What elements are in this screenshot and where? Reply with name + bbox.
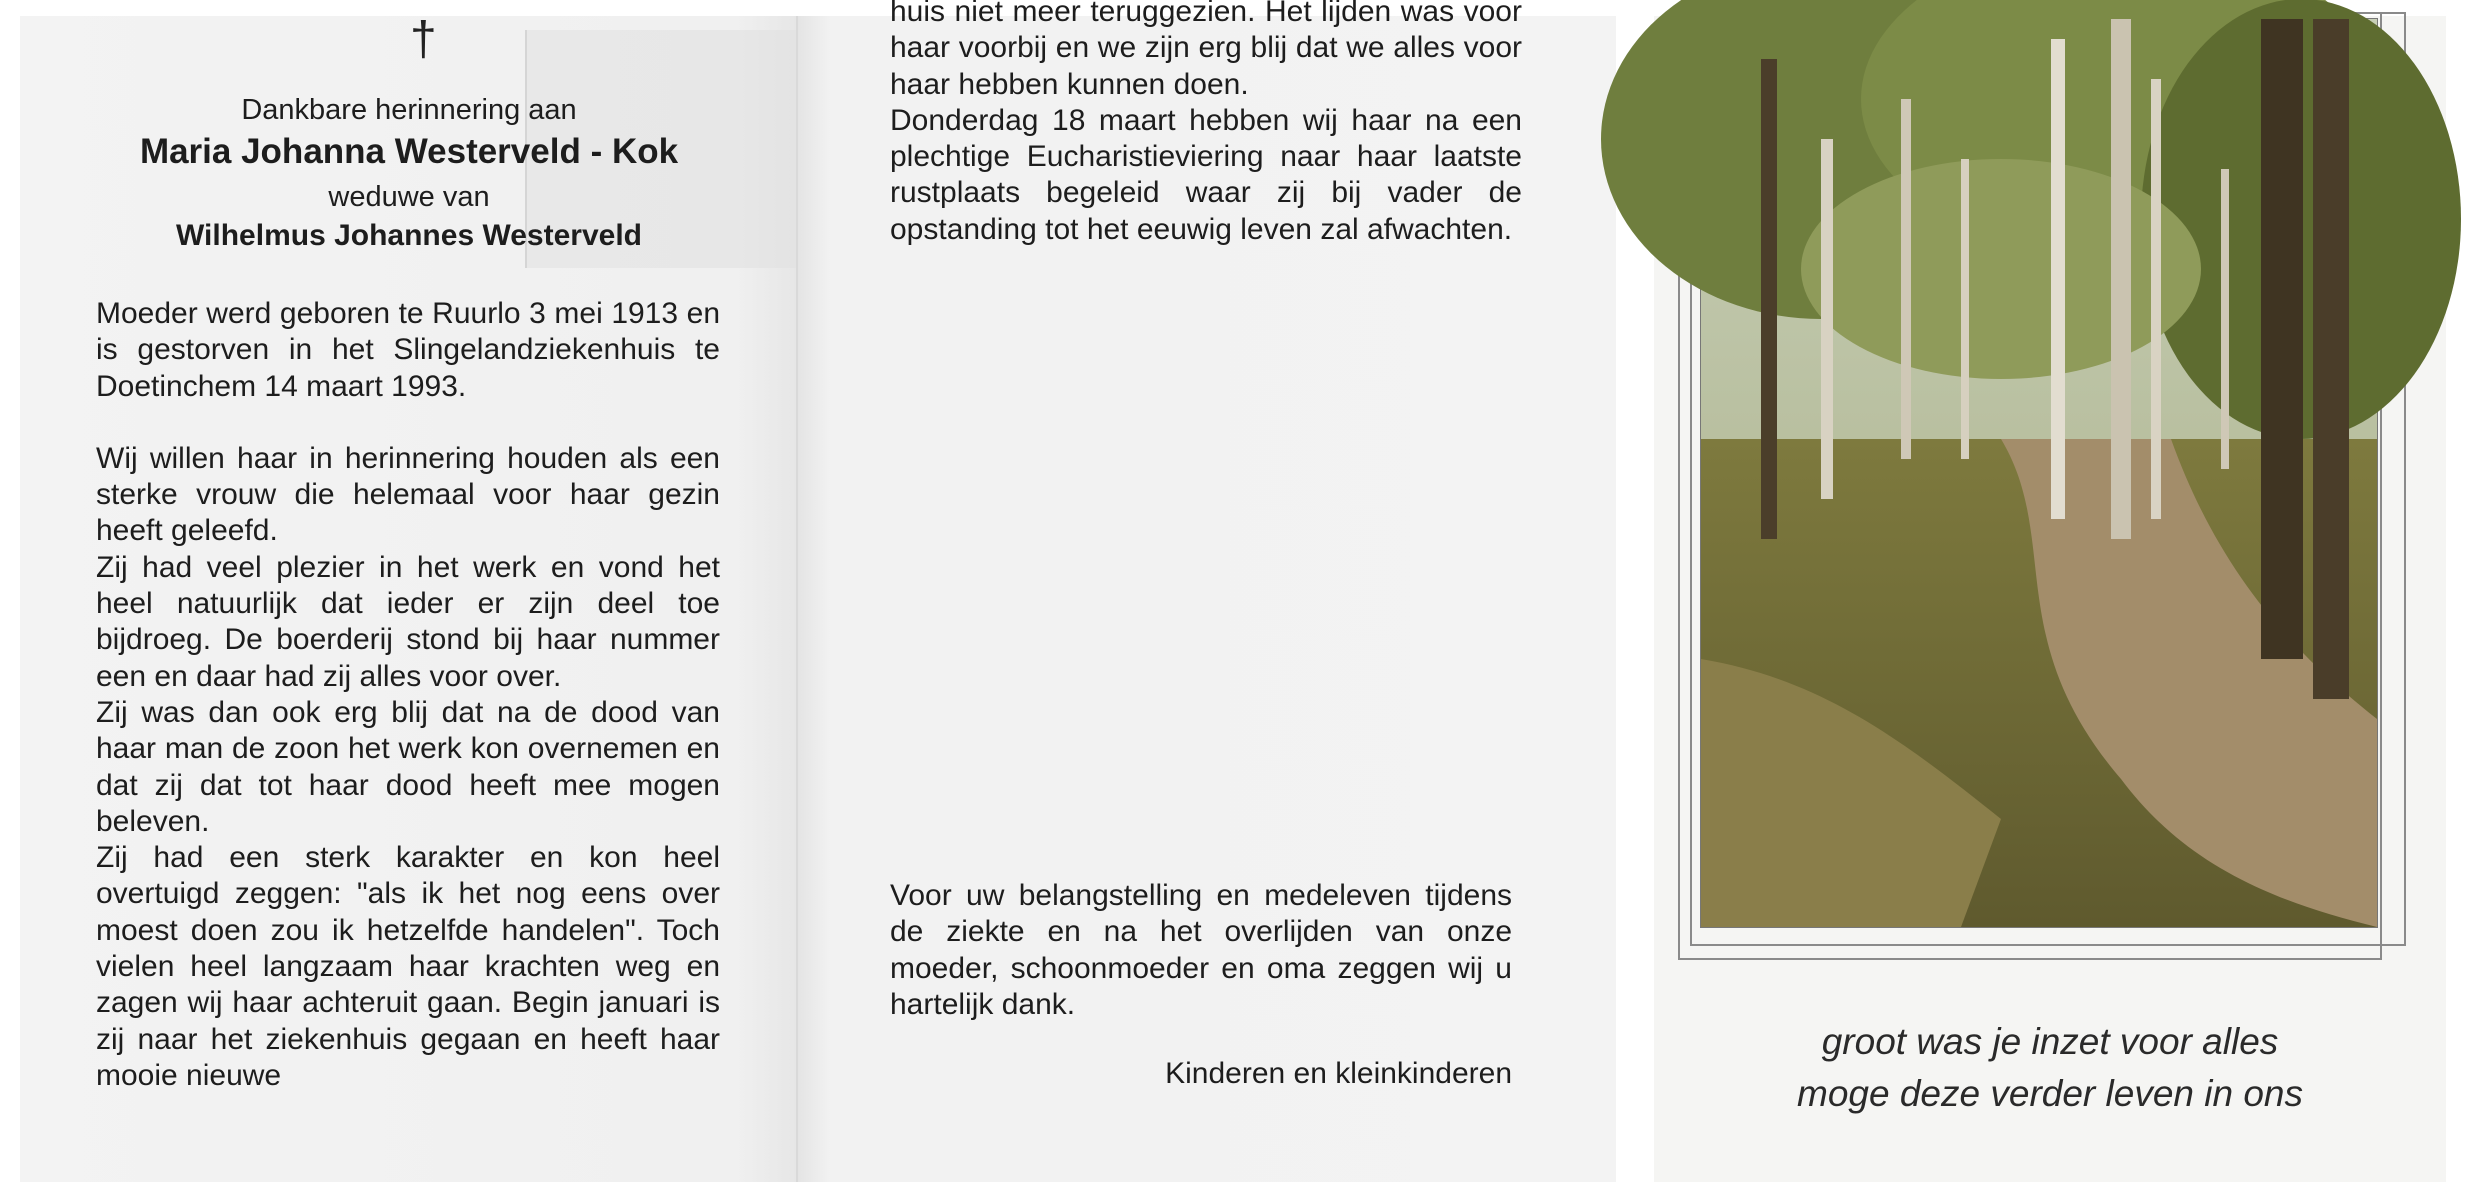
husband-name: Wilhelmus Johannes Westerveld xyxy=(176,219,642,252)
middle-page xyxy=(798,0,1616,1182)
signature: Kinderen en kleinkinderen xyxy=(1165,1057,1512,1090)
continuation-text xyxy=(890,0,1522,248)
verse-line-1: groot was je inzet voor alles xyxy=(1821,1021,2279,1062)
left-page xyxy=(20,13,798,1182)
burial-paragraph: Donderdag 18 maart hebben wij haar na een plechtige Eucharistieviering naar haar laatste rustplaats begeleid waar zij bij vader de opstanding tot het eeuwig leven zal afwachten. xyxy=(890,103,1522,246)
birth-death-paragraph: Moeder werd geboren te Ruurlo 3 mei 1913 en is gestorven in het Slingelandziekenhuis te Doetinchem 14 maart 1993. xyxy=(96,297,720,403)
thanks-text xyxy=(890,878,1512,1023)
memory-paragraph: Wij willen haar in herinnering houden als een sterke vrouw die helemaal voor haar gezin heeft geleefd. xyxy=(96,441,720,548)
deceased-name: Maria Johanna Westerveld - Kok xyxy=(139,132,679,171)
cross-symbol: † xyxy=(410,13,437,66)
work-paragraph: Zij had veel plezier in het werk en vond het heel natuurlijk dat ieder er zijn deel toe bijdroeg. De boerderij stond bij haar nummer een en daar had zij alles voor over. xyxy=(96,550,720,693)
character-paragraph: Zij had een sterk karakter en kon heel overtuigd zeggen: "als ik het nog eens over moest doen zou ik hetzelfde handelen". Toch vielen heel langzaam haar krachten weg en zagen wij haar achteruit gaan. Begin januari is zij naar het ziekenhuis gegaan en heeft haar mooie nieuwe xyxy=(96,841,720,1092)
son-paragraph: Zij was dan ook erg blij dat na de dood van haar man de zoon het werk kon overnemen en dat zij dat tot haar dood heeft mee mogen beleven. xyxy=(96,695,720,838)
right-page xyxy=(1654,16,2446,1182)
continuation-paragraph: huis niet meer teruggezien. Het lijden was voor haar voorbij en we zijn erg blij dat we alles voor haar hebben kunnen doen. xyxy=(890,0,1522,101)
thanks-paragraph: Voor uw belangstelling en medeleven tijdens de ziekte en na het overlijden van onze moeder, schoonmoeder en oma zeggen wij u hartelijk dank. xyxy=(890,879,1512,1021)
forest-path-photo-icon xyxy=(1700,18,2378,928)
intro-line: Dankbare herinnering aan xyxy=(241,94,577,126)
verse-line-2: moge deze verder leven in ons xyxy=(1797,1073,2303,1114)
biography-text xyxy=(96,296,720,1094)
widow-of-line: weduwe van xyxy=(328,181,490,213)
